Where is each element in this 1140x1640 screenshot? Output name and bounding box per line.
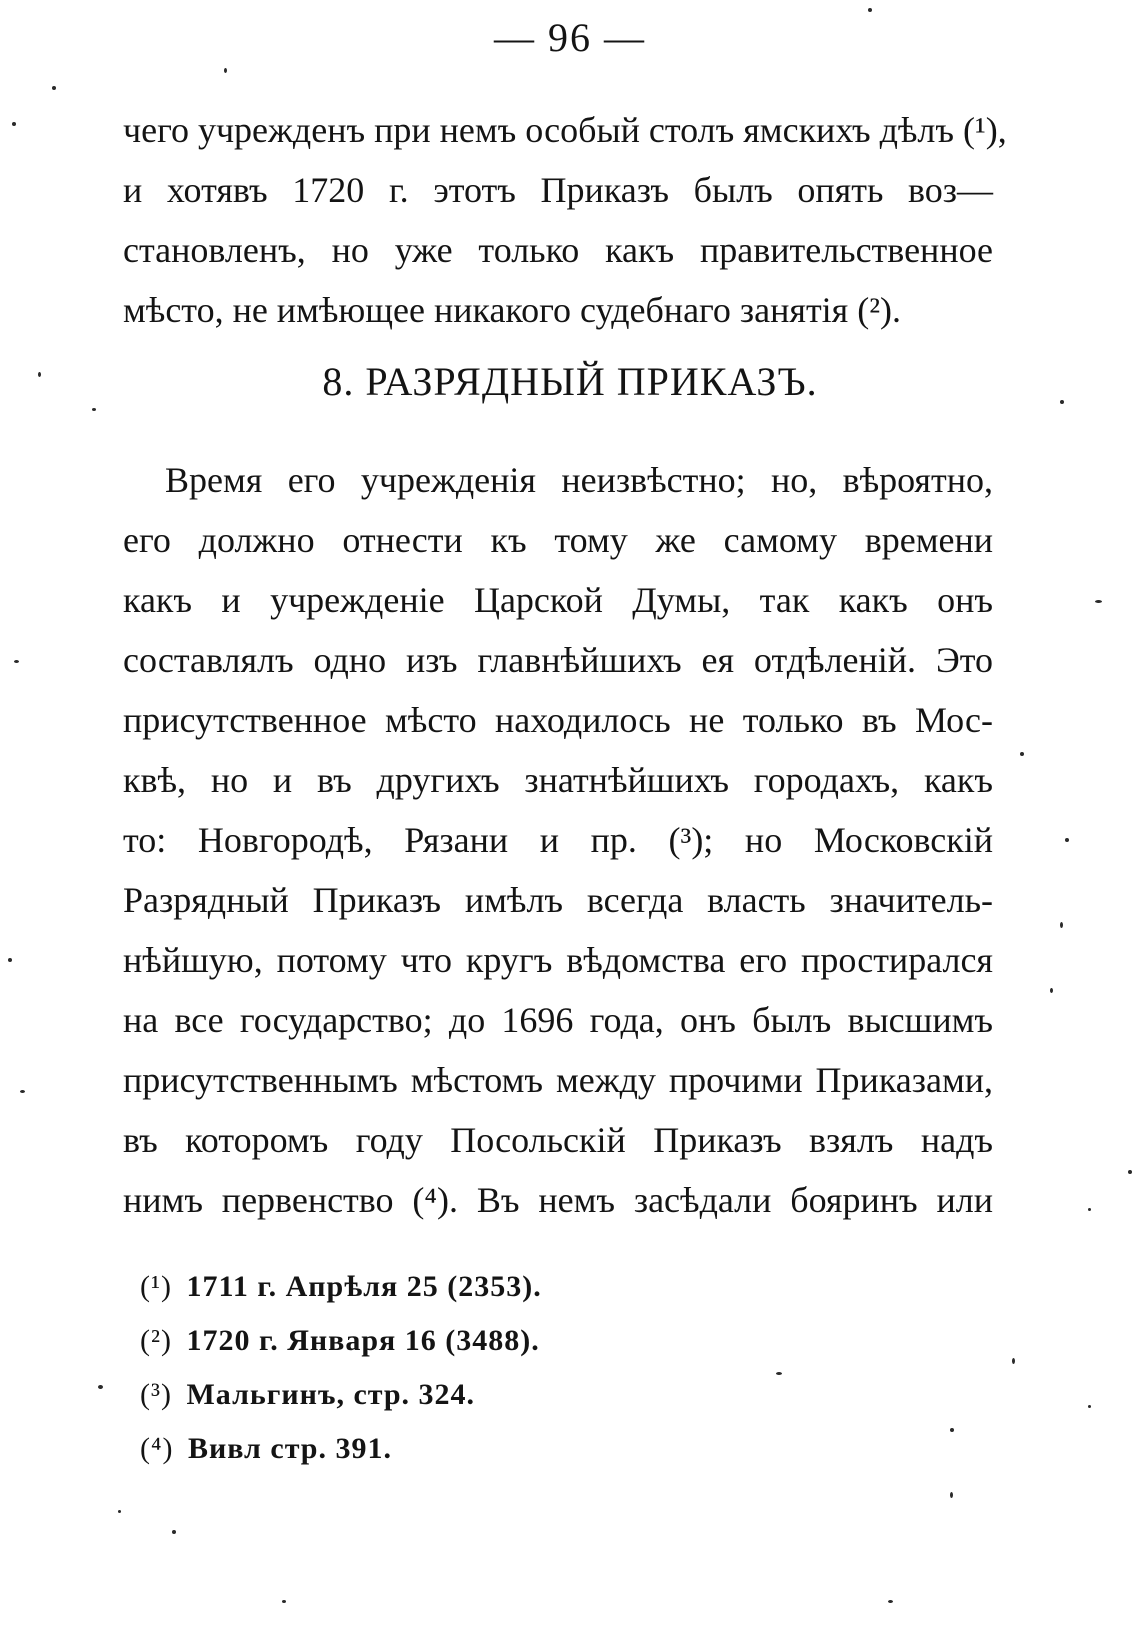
speck (1088, 1405, 1091, 1408)
text-line: въ которомъ году Посольскій Приказъ взялъ надъ (123, 1120, 993, 1160)
speck (1095, 600, 1102, 603)
speck (224, 68, 227, 73)
speck (8, 958, 12, 962)
speck (1050, 988, 1053, 993)
speck (1088, 1208, 1091, 1211)
speck (950, 1428, 954, 1432)
footnote-mark: (¹) (140, 1270, 172, 1303)
speck (282, 1600, 286, 1603)
text-line: квѣ, но и въ другихъ знатнѣйшихъ городахъ, какъ (123, 760, 993, 800)
footnote-text: Вивл стр. 391. (187, 1432, 392, 1465)
speck (172, 1530, 176, 1534)
footnotes (140, 1260, 940, 1476)
text-line: нимъ первенство (⁴). Въ немъ засѣдали бояринъ или (123, 1180, 993, 1220)
text-line: присутственное мѣсто находилось не только въ Мос- (123, 700, 993, 740)
speck (1128, 1170, 1132, 1174)
speck (1060, 922, 1063, 928)
text-line: чего учрежденъ при немъ особый столъ ямскихъ дѣлъ (¹), (123, 110, 1007, 150)
text-line: Время его учрежденія неизвѣстно; но, вѣроятно, (165, 460, 993, 500)
section-heading: 8. РАЗРЯДНЫЙ ПРИКАЗЪ. (322, 359, 818, 404)
speck (1065, 838, 1069, 842)
text-line: его должно отнести къ тому же самому времени (123, 520, 993, 560)
footnote-text: 1720 г. Января 16 (3488). (186, 1324, 540, 1357)
footnote-text: Мальгинъ, стр. 324. (186, 1378, 476, 1411)
speck (868, 8, 872, 12)
speck (98, 1385, 103, 1389)
speck (118, 1510, 121, 1513)
text-line: нѣйшую, потому что кругъ вѣдомства его простирался (123, 940, 993, 980)
text-line: присутственнымъ мѣстомъ между прочими Приказами, (123, 1060, 993, 1100)
top-paragraph (123, 100, 1007, 340)
speck (1020, 752, 1024, 756)
footnote-mark: (⁴) (140, 1432, 174, 1465)
text-line: на все государство; до 1696 года, онъ былъ высшимъ (123, 1000, 993, 1040)
footnote-mark: (²) (140, 1324, 172, 1357)
speck (52, 86, 56, 90)
footnote (140, 1260, 940, 1314)
speck (1012, 1358, 1015, 1364)
speck (14, 660, 19, 663)
page-number: — 96 — (494, 15, 646, 60)
text-line: и хотявъ 1720 г. этотъ Приказъ былъ опять воз— (123, 170, 993, 210)
footnote (140, 1314, 940, 1368)
footnote-mark: (³) (140, 1378, 172, 1411)
text-line: какъ и учрежденіе Царской Думы, так какъ онъ (123, 580, 993, 620)
text-line: составлялъ одно изъ главнѣйшихъ ея отдѣленій. Это (123, 640, 993, 680)
text-line: Разрядный Приказъ имѣлъ всегда власть значитель- (123, 880, 993, 920)
footnote-text: 1711 г. Апрѣля 25 (2353). (186, 1270, 542, 1303)
speck (92, 408, 96, 411)
footnote (140, 1422, 940, 1476)
main-paragraph (123, 450, 993, 1230)
speck (950, 1492, 953, 1498)
speck (12, 122, 16, 126)
text-line: мѣсто, не имѣющее никакого судебнаго занятія (²). (123, 290, 902, 330)
footnote (140, 1368, 940, 1422)
speck (888, 1600, 893, 1603)
text-line: то: Новгородѣ, Рязани и пр. (³); но Московскій (123, 820, 993, 860)
text-line: становленъ, но уже только какъ правительственное (123, 230, 993, 270)
speck (20, 1090, 25, 1093)
